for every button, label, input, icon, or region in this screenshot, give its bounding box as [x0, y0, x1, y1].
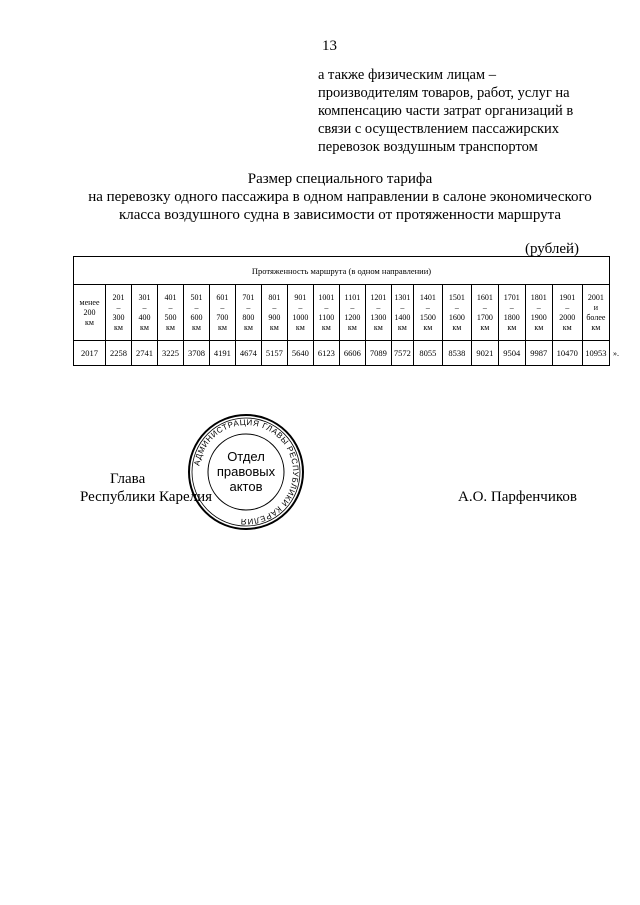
range-cell-line: км	[452, 322, 462, 332]
range-cell-line: 1201	[370, 292, 387, 302]
range-cell	[313, 285, 339, 341]
address-line: связи с осуществлением пассажирских	[318, 121, 560, 137]
value-cell: 9021	[471, 341, 498, 366]
value-cell: 10953	[582, 341, 609, 366]
range-cell	[582, 285, 609, 341]
range-cell-line: 1700	[476, 312, 493, 322]
range-cell-line: 1501	[448, 292, 465, 302]
range-cell-line: –	[350, 302, 355, 312]
range-cell-line: 400	[138, 312, 151, 322]
value-cell: 4191	[209, 341, 235, 366]
range-cell-line: 200	[83, 307, 96, 317]
value-cell: 6123	[313, 341, 339, 366]
range-cell	[442, 285, 471, 341]
closing-quote: ».	[613, 349, 619, 358]
address-line: а также физическим лицам –	[318, 67, 496, 83]
range-cell-line: 1401	[419, 292, 436, 302]
range-cell-line: 1701	[503, 292, 520, 302]
range-cell-line: –	[565, 302, 570, 312]
range-cell	[365, 285, 391, 341]
range-cell-line: 1800	[503, 312, 520, 322]
range-cell-line: 1101	[344, 292, 361, 302]
range-cell-line: –	[168, 302, 173, 312]
range-cell-line: 1100	[318, 312, 335, 322]
range-cell	[209, 285, 235, 341]
address-line: перевозок воздушным транспортом	[318, 139, 538, 155]
range-cell-line: км	[397, 322, 407, 332]
range-cell-line: км	[165, 322, 175, 332]
range-cell	[339, 285, 365, 341]
range-cell-line: 401	[164, 292, 177, 302]
range-cell-line: –	[400, 302, 405, 312]
range-cell-line: –	[142, 302, 147, 312]
range-cell-line: –	[482, 302, 487, 312]
range-cell-line: 1901	[559, 292, 576, 302]
signatory-title-line: Республики Карелия	[80, 489, 213, 505]
range-cell-line: –	[509, 302, 514, 312]
range-cell	[498, 285, 525, 341]
range-cell	[235, 285, 261, 341]
value-cell: 7572	[391, 341, 413, 366]
range-cell-line: 501	[190, 292, 203, 302]
range-cell-line: 700	[216, 312, 229, 322]
range-cell-line: –	[194, 302, 199, 312]
range-cell-line: –	[298, 302, 303, 312]
value-cell: 3708	[183, 341, 209, 366]
tariff-table	[73, 256, 610, 366]
range-cell	[106, 285, 132, 341]
table-header-row	[74, 257, 610, 285]
range-cell-line: км	[191, 322, 201, 332]
document-title	[40, 170, 640, 224]
official-stamp	[186, 412, 306, 532]
range-cell-line: км	[534, 322, 544, 332]
range-cell-line: 1001	[318, 292, 335, 302]
range-cell	[74, 285, 106, 341]
range-cell-line: 1900	[530, 312, 547, 322]
range-cell-line: 701	[242, 292, 255, 302]
value-cell: 8538	[442, 341, 471, 366]
range-cell-line: 600	[190, 312, 203, 322]
value-cell: 4674	[235, 341, 261, 366]
range-cell-line: км	[217, 322, 227, 332]
range-cell-line: более	[586, 312, 606, 322]
range-cell-line: км	[347, 322, 357, 332]
range-row	[74, 285, 610, 341]
range-cell-line: км	[114, 322, 123, 332]
range-cell-line: км	[562, 322, 572, 332]
signatory-name: А.О. Парфенчиков	[458, 489, 577, 505]
unit-label: (рублей)	[525, 241, 580, 257]
range-cell-line: 900	[268, 312, 281, 322]
range-cell-line: км	[269, 322, 279, 332]
value-cell: 9504	[498, 341, 525, 366]
range-cell-line: км	[373, 322, 383, 332]
value-cell: 3225	[157, 341, 183, 366]
range-cell-line: км	[85, 317, 94, 327]
range-cell	[413, 285, 442, 341]
range-cell-line: км	[480, 322, 490, 332]
range-cell-line: км	[140, 322, 149, 332]
range-cell	[525, 285, 552, 341]
range-cell-line: менее	[79, 297, 100, 307]
value-cell: 2017	[74, 341, 106, 366]
range-cell	[261, 285, 287, 341]
range-cell-line: и	[593, 302, 599, 312]
title-line: Размер специального тарифа	[247, 171, 433, 187]
range-cell-line: –	[376, 302, 381, 312]
range-cell-line: 1601	[476, 292, 493, 302]
value-cell: 7089	[365, 341, 391, 366]
value-cell: 2258	[106, 341, 132, 366]
range-cell-line: 801	[268, 292, 281, 302]
range-cell-line: км	[507, 322, 517, 332]
range-cell-line: –	[454, 302, 459, 312]
value-cell: 8055	[413, 341, 442, 366]
range-cell-line: км	[243, 322, 253, 332]
range-cell-line: км	[423, 322, 433, 332]
range-cell-line: 1301	[394, 292, 411, 302]
range-cell-line: 300	[112, 312, 125, 322]
range-cell-line: 301	[138, 292, 151, 302]
addressee-block	[318, 66, 598, 156]
range-cell-line: 1500	[419, 312, 436, 322]
value-cell: 5157	[261, 341, 287, 366]
title-line: класса воздушного судна в зависимости от протяженности маршрута	[118, 207, 562, 223]
range-cell-line: 500	[164, 312, 177, 322]
value-cell: 6606	[339, 341, 365, 366]
value-cell: 5640	[287, 341, 313, 366]
table-header: Протяженность маршрута (в одном направлении)	[74, 257, 610, 285]
range-cell	[471, 285, 498, 341]
range-cell-line: –	[425, 302, 430, 312]
value-cell: 2741	[131, 341, 157, 366]
range-cell-line: 1300	[370, 312, 387, 322]
value-cell: 9987	[525, 341, 552, 366]
range-cell	[287, 285, 313, 341]
range-cell-line: 1400	[394, 312, 411, 322]
title-line: на перевозку одного пассажира в одном направлении в салоне экономического	[88, 189, 592, 205]
range-cell-line: км	[321, 322, 331, 332]
range-cell-line: 1600	[448, 312, 465, 322]
range-cell	[157, 285, 183, 341]
stamp-text: правовых	[216, 464, 276, 479]
range-cell-line: 1200	[344, 312, 361, 322]
range-cell	[391, 285, 413, 341]
range-cell-line: км	[591, 322, 601, 332]
range-cell-line: –	[246, 302, 251, 312]
range-cell-line: км	[295, 322, 305, 332]
range-cell	[131, 285, 157, 341]
range-cell-line: 901	[294, 292, 307, 302]
range-cell-line: 601	[216, 292, 229, 302]
range-cell-line: –	[116, 302, 121, 312]
range-cell-line: –	[272, 302, 277, 312]
page-number: 13	[322, 38, 337, 54]
range-cell-line: 1801	[530, 292, 547, 302]
range-cell-line: –	[324, 302, 329, 312]
range-cell-line: 2001	[587, 292, 604, 302]
address-line: компенсацию части затрат организаций в	[318, 103, 574, 119]
signatory-title-line: Глава	[110, 471, 146, 487]
value-row	[74, 341, 610, 366]
range-cell	[183, 285, 209, 341]
range-cell-line: 201	[112, 292, 125, 302]
range-cell-line: 1000	[292, 312, 309, 322]
range-cell-line: 800	[242, 312, 255, 322]
value-cell: 10470	[552, 341, 582, 366]
range-cell-line: –	[536, 302, 541, 312]
range-cell	[552, 285, 582, 341]
range-cell-line: –	[220, 302, 225, 312]
stamp-ring-text: АДМИНИСТРАЦИЯ ГЛАВЫ РЕСПУБЛИКИ КАРЕЛИЯ	[192, 417, 301, 527]
stamp-text: Отдел	[227, 449, 265, 464]
address-line: производителям товаров, работ, услуг на	[318, 85, 570, 101]
stamp-text: актов	[229, 479, 263, 494]
range-cell-line: 2000	[559, 312, 576, 322]
